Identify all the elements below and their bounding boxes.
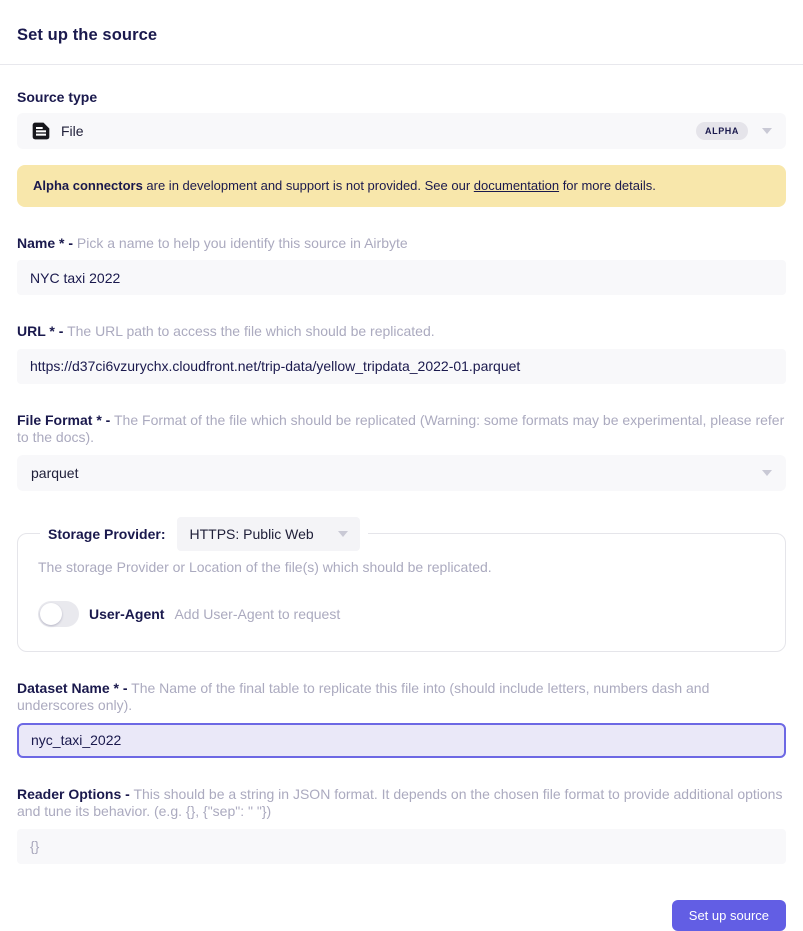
user-agent-toggle[interactable] <box>38 601 79 627</box>
chevron-down-icon <box>762 128 772 134</box>
name-label: Name * - <box>17 234 74 251</box>
documentation-link[interactable]: documentation <box>473 178 560 193</box>
name-input[interactable] <box>17 260 786 295</box>
dataset-name-input[interactable] <box>17 723 786 758</box>
form-header <box>0 0 803 65</box>
source-type-value: File <box>61 123 84 139</box>
chevron-down-icon <box>762 470 772 476</box>
storage-provider-value: HTTPS: Public Web <box>189 525 314 542</box>
url-input[interactable] <box>17 349 786 384</box>
name-field <box>17 235 786 296</box>
storage-provider-group <box>17 517 786 652</box>
banner-text-end: for more details. <box>559 178 656 193</box>
reader-options-field <box>17 786 786 864</box>
alpha-badge: ALPHA <box>696 122 748 140</box>
banner-bold-text: Alpha connectors <box>33 178 143 193</box>
alpha-warning-banner <box>17 165 786 207</box>
storage-provider-select[interactable] <box>177 517 359 551</box>
banner-text: are in development and support is not provided. See our <box>142 178 474 193</box>
file-format-select[interactable] <box>17 455 786 491</box>
dataset-name-label: Dataset Name * - <box>17 679 128 696</box>
source-setup-form <box>0 89 803 931</box>
url-label: URL * - <box>17 323 64 340</box>
reader-options-label: Reader Options - <box>17 785 130 802</box>
user-agent-label: User-Agent <box>89 605 165 622</box>
name-hint: Pick a name to help you identify this source in Airbyte <box>76 234 408 251</box>
source-type-label: Source type <box>17 89 98 105</box>
storage-provider-hint: The storage Provider or Location of the file(s) which should be replicated. <box>38 558 492 575</box>
dataset-name-field <box>17 680 786 758</box>
setup-source-button[interactable]: Set up source <box>672 900 786 931</box>
reader-options-input[interactable] <box>17 829 786 864</box>
chevron-down-icon <box>338 531 348 537</box>
user-agent-hint: Add User-Agent to request <box>174 605 341 622</box>
url-hint: The URL path to access the file which should be replicated. <box>67 323 435 340</box>
user-agent-row <box>38 601 765 627</box>
url-field <box>17 323 786 384</box>
storage-provider-legend <box>40 517 368 551</box>
storage-provider-label: Storage Provider: <box>48 525 166 542</box>
page-title: Set up the source <box>17 26 158 44</box>
toggle-knob <box>40 603 62 625</box>
reader-options-hint: This should be a string in JSON format. It depends on the chosen file format to provide additional options and tune its behavior. (e.g. {}, {"sep": " "}) <box>17 785 783 820</box>
file-format-field <box>17 412 786 491</box>
file-format-label: File Format * - <box>17 411 111 428</box>
source-type-select[interactable] <box>17 113 786 149</box>
dataset-name-hint: The Name of the final table to replicate this file into (should include letters, numbers dash and underscores only). <box>17 679 710 714</box>
file-format-value: parquet <box>31 464 79 481</box>
file-document-icon <box>31 121 51 141</box>
file-format-hint: The Format of the file which should be replicated (Warning: some formats may be experimental, please refer to the docs). <box>17 411 785 446</box>
